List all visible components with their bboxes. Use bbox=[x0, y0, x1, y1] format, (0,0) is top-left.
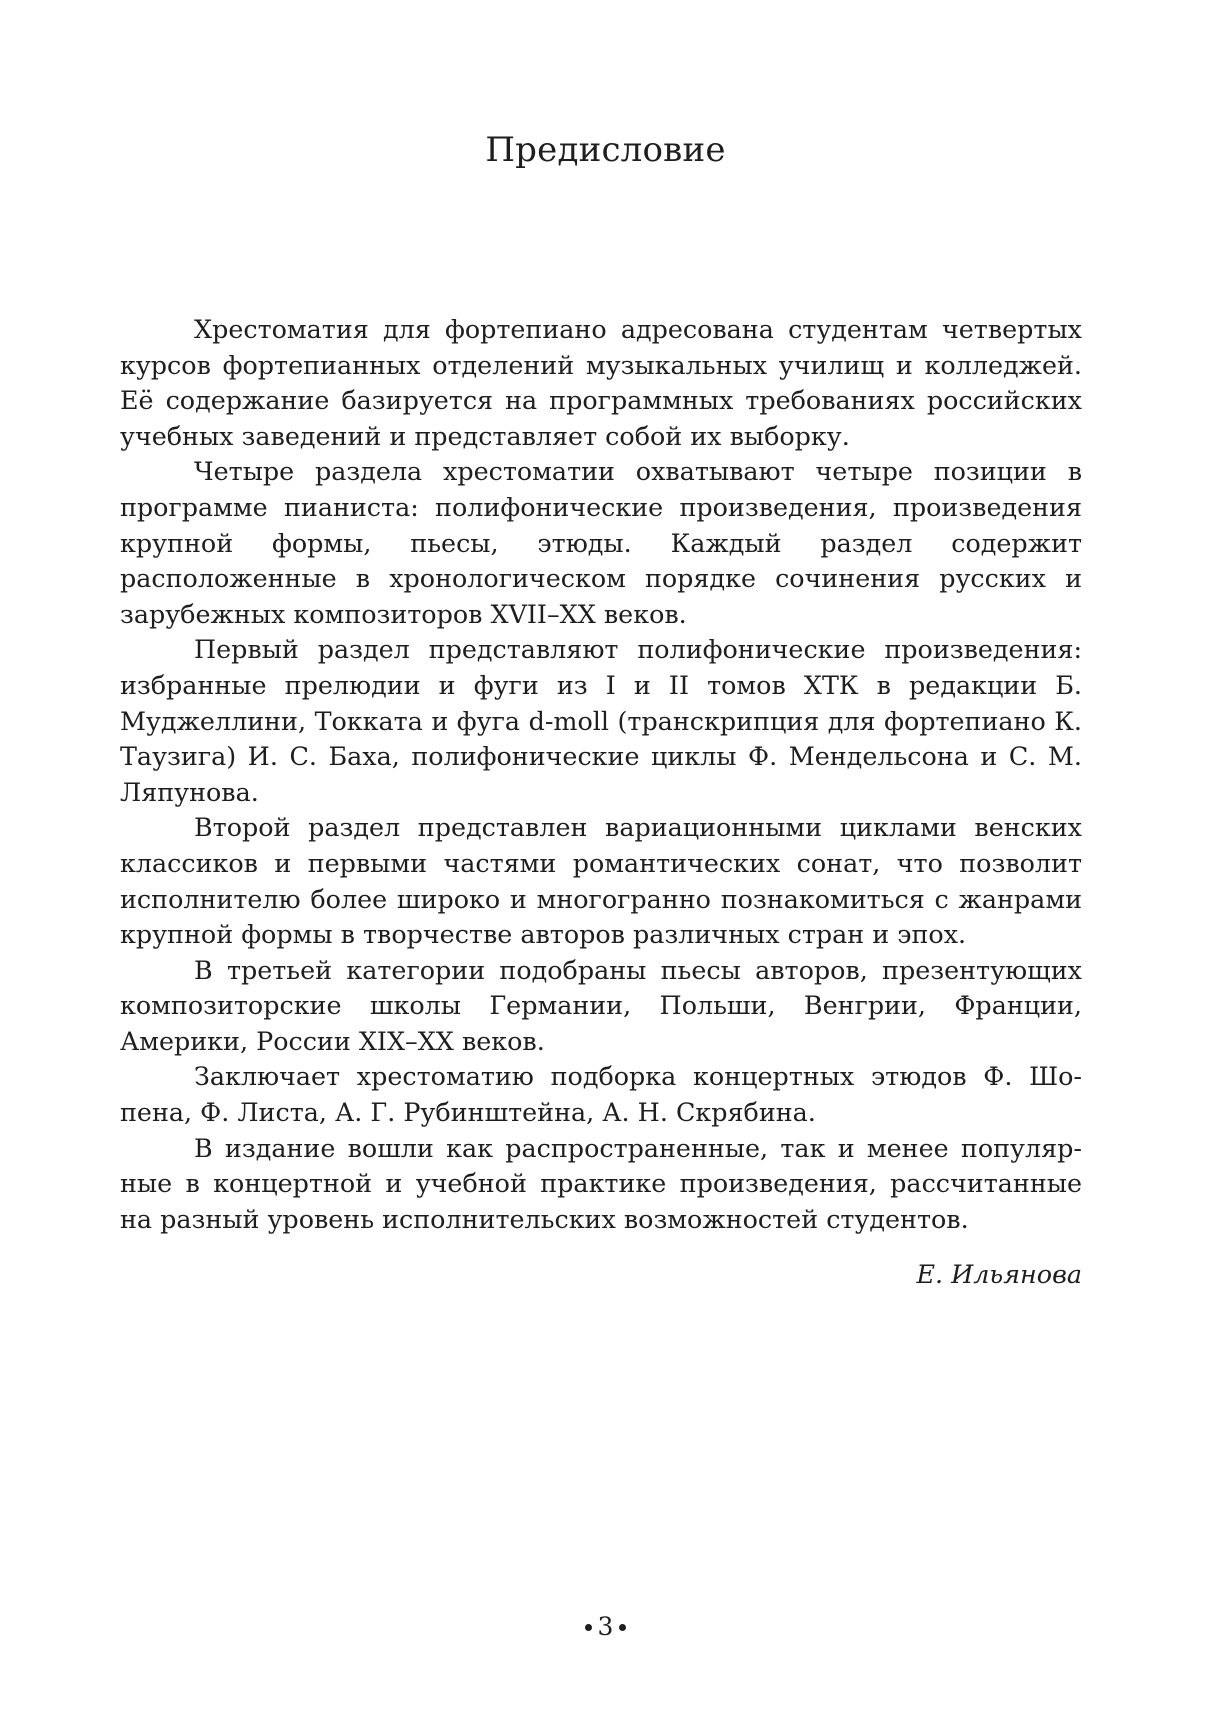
preface-body bbox=[120, 312, 1082, 1237]
paragraph: Первый раздел представляют полифонические произведения: избранные прелюдии и фуги из I и II томов ХТК в редакции Б. Муджеллини, Токката и фуга d-moll (транскрипция для фортепиано К. Таузига) И. С. Баха, полифонические циклы Ф. Мендельсона и С. М. Ляпунова. bbox=[120, 634, 1082, 807]
paragraph: Второй раздел представлен вариационными циклами венских классиков и первыми частями романтических сонат, что позволит исполнителю более широко и многогранно познакомиться с жанрами крупной формы в творчестве авторов различных стран и эпох. bbox=[120, 812, 1082, 950]
paragraph: В издание вошли как распространенные, так и менее популярные в концертной и учебной практике произведения, рассчитанные на разный уровень исполнительских возможностей студентов. bbox=[120, 1132, 1082, 1234]
author-signature: Е. Ильянова bbox=[916, 1259, 1082, 1289]
paragraph: Хрестоматия для фортепиано адресована студентам четвертых курсов фортепианных отделений музыкальных училищ и колледжей. Её содержание базируется на программных требованиях российских учебных заведений и представляет собой их выборку. bbox=[120, 314, 1082, 451]
bullet-dot-icon bbox=[585, 1624, 592, 1631]
paragraph: Заключает хрестоматию подборка концертных этюдов Ф. Шопена, Ф. Листа, А. Г. Рубинштейна, А. Н. Скрябина. bbox=[120, 1061, 1082, 1128]
page-number-value: 3 bbox=[597, 1612, 614, 1641]
page-title: Предисловие bbox=[485, 130, 726, 170]
page-number bbox=[0, 1612, 1211, 1642]
paragraph: Четыре раздела хрестоматии охватывают четыре позиции в программе пианиста: полифонические произведения, произведения крупной формы, пьесы, этюды. Каждый раздел содержит расположенные в хронологическом порядке сочинения русских и зарубежных композиторов XVII–XX веков. bbox=[120, 456, 1082, 629]
bullet-dot-icon bbox=[619, 1624, 626, 1631]
paragraph: В третьей категории подобраны пьесы авторов, презентующих композиторские школы Германии, Польши, Венгрии, Франции, Америки, России XIX–XX веков. bbox=[120, 954, 1082, 1056]
